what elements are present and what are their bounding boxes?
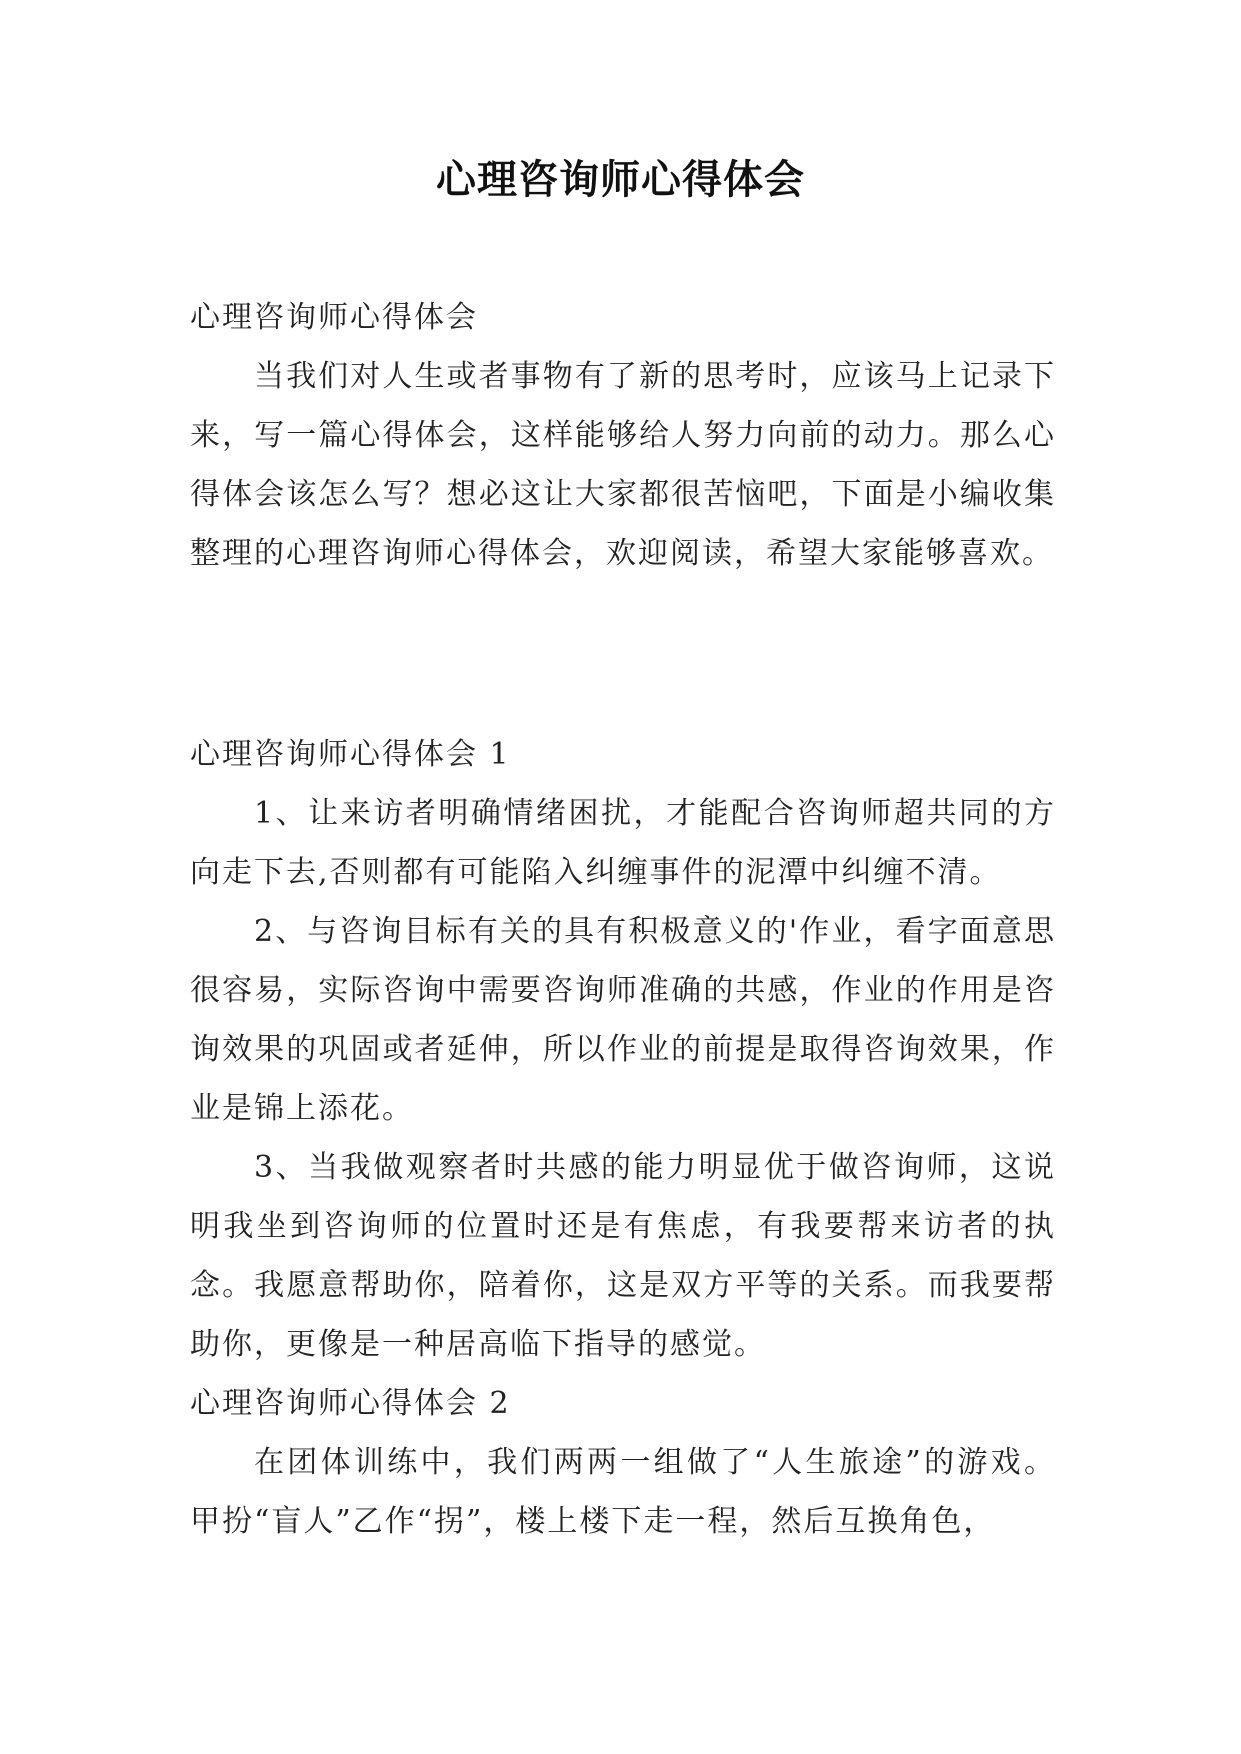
document-title: 心理咨询师心得体会	[436, 156, 805, 203]
document-body	[190, 288, 1056, 1551]
section-spacer	[190, 583, 1056, 725]
section-1-heading: 心理咨询师心得体会 1	[190, 737, 511, 772]
section-1-paragraph-1: 1、让来访者明确情绪困扰，才能配合咨询师超共同的方向走下去,否则都有可能陷入纠缠事件的泥潭中纠缠不清。	[190, 796, 1056, 890]
section-1-paragraph-3: 3、当我做观察者时共感的能力明显优于做咨询师，这说明我坐到咨询师的位置时还是有焦虑，有我要帮来访者的执念。我愿意帮助你，陪着你，这是双方平等的关系。而我要帮助你，更像是一种居高临下指导的感觉。	[190, 1150, 1056, 1362]
section-1-paragraph-2: 2、与咨询目标有关的具有积极意义的'作业，看字面意思很容易，实际咨询中需要咨询师准确的共感，作业的作用是咨询效果的巩固或者延伸，所以作业的前提是取得咨询效果，作业是锦上添花。	[190, 914, 1056, 1126]
section-2-paragraph-1: 在团体训练中，我们两两一组做了“人生旅途”的游戏。甲扮“盲人”乙作“拐”，楼上楼下走一程，然后互换角色，	[190, 1445, 1056, 1539]
section-2-heading: 心理咨询师心得体会 2	[190, 1386, 511, 1421]
intro-paragraph: 当我们对人生或者事物有了新的思考时，应该马上记录下来，写一篇心得体会，这样能够给人努力向前的动力。那么心得体会该怎么写？想必这让大家都很苦恼吧，下面是小编收集整理的心理咨询师心得体会，欢迎阅读，希望大家能够喜欢。	[190, 359, 1056, 571]
intro-heading: 心理咨询师心得体会	[190, 300, 478, 335]
